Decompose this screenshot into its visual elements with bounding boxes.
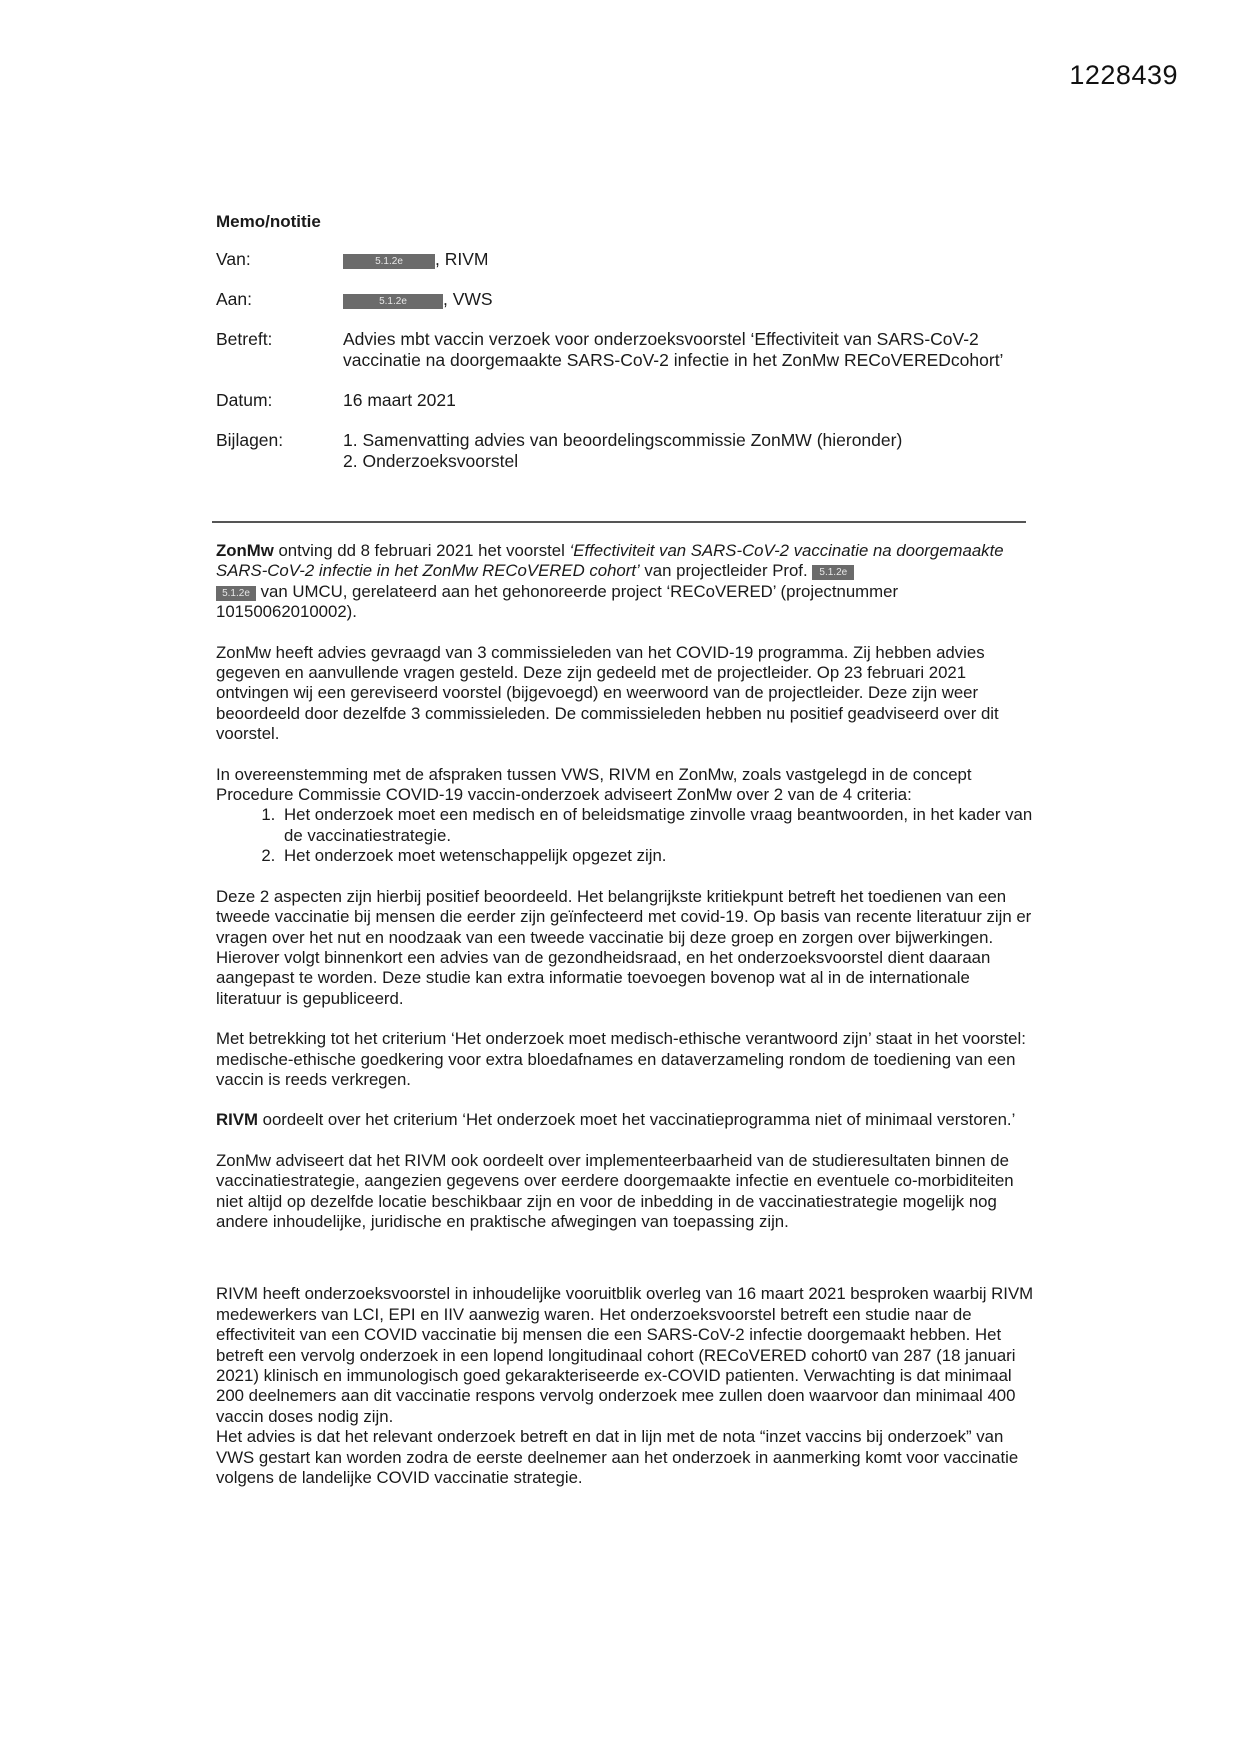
aan-org: , VWS [443,289,493,309]
memo-title: Memo/notitie [216,212,321,231]
meta-row-aan [216,289,1036,310]
van-label: Van: [216,249,251,269]
paragraph-implementation: ZonMw adviseert dat het RIVM ook oordeelt over implementeerbaarheid van de studieresultaten binnen de vaccinatiestrategie, aangezien gegevens over eerdere doorgemaakte infectie en eventuele co-morbiditeiten niet altijd op dezelfde locatie beschikbaar zijn en voor de inbedding in de vaccinatiestrategie mogelijk nog andere inhoudelijke, juridische en praktische afwegingen van toepassing zijn. [216,1150,1014,1231]
datum-value: 16 maart 2021 [343,390,456,410]
bijlagen-label: Bijlagen: [216,430,284,450]
betreft-label: Betreft: [216,329,273,349]
redaction-box: 5.1.2e [343,254,435,269]
redaction-box: 5.1.2e [216,586,256,601]
paragraph-criteria-intro: In overeenstemming met de afspraken tussen VWS, RIVM en ZonMw, zoals vastgelegd in de concept Procedure Commissie COVID-19 vaccin-onderzoek adviseert ZonMw over 2 van de 4 criteria: [216,764,972,805]
paragraph-rivm-discussion: RIVM heeft onderzoeksvoorstel in inhoudelijke vooruitblik overleg van 16 maart 2021 besproken waarbij RIVM medewerkers van LCI, EPI en IIV aanwezig waren. Het onderzoeksvoorstel betreft een studie naar de effectiviteit van een COVID vaccinatie bij mensen die een SARS-CoV-2 infectie doorgemaakt hebben. Het betreft een vervolg onderzoek in een lopend longitudinaal cohort (RECoVERED cohort0 van 287 (18 januari 2021) klinisch en immunologisch goed gekarakteriseerde ex-COVID patienten. Verwachting is dat minimaal 200 deelnemers aan dit vaccinatie respons vervolg onderzoek mee zullen doen waarvoor dan minimaal 400 vaccin doses nodig zijn. [216,1284,1034,1426]
datum-label: Datum: [216,390,273,410]
van-value [343,249,1036,270]
paragraph-conclusion: Het advies is dat het relevant onderzoek betreft en dat in lijn met de nota “inzet vaccins bij onderzoek” van VWS gestart kan worden zodra de eerste deelnemer aan het onderzoek in aanmerking komt voor vaccinatie volgens de landelijke COVID vaccinatie strategie. [216,1427,1019,1488]
bijlage-item: 2. Onderzoeksvoorstel [343,451,519,471]
criterion-item: 2. Het onderzoek moet wetenschappelijk opgezet zijn. [280,846,1036,866]
text-span: ontving dd 8 februari 2021 het voorstel [273,541,570,560]
paragraph-advice-request: ZonMw heeft advies gevraagd van 3 commissieleden van het COVID-19 programma. Zij hebben advies gegeven en aanvullende vragen gesteld. Deze zijn gedeeld met de projectleider. Op 23 februari 2021 ontvingen wij een gereviseerd voorstel (bijgevoegd) en weerwoord van de projectleider. Deze zijn weer beoordeeld door dezelfde 3 commissieleden. De commissieleden hebben nu positief geadviseerd over dit voorstel. [216,642,999,744]
meta-row-betreft [216,329,1036,371]
aan-value [343,289,1036,310]
meta-row-bijlagen [216,430,1036,472]
paragraph-ethics: Met betrekking tot het criterium ‘Het onderzoek moet medisch-ethische verantwoord zijn’ staat in het voorstel: medische-ethische goedkering voor extra bloedafnames en dataverzameling rondom de toediening van een vaccin is reeds verkregen. [216,1029,1026,1089]
org-zonmw: ZonMw [216,541,274,560]
redaction-box: 5.1.2e [812,565,854,580]
document-number: 1228439 [1069,60,1178,90]
text-span: oordeelt over het criterium ‘Het onderzoek moet het vaccinatieprogramma niet of minimaal verstoren.’ [257,1110,1016,1130]
betreft-line-2: vaccinatie na doorgemaakte SARS-CoV-2 infectie in het ZonMw RECoVEREDcohort’ [343,350,1004,370]
memo-header [216,212,1036,491]
paragraph-zonmw-intro [216,541,1036,623]
org-rivm: RIVM [216,1110,258,1130]
meta-row-van [216,249,1036,270]
betreft-value [343,329,1036,371]
criteria-list [216,805,1036,866]
text-span: van UMCU, gerelateerd aan het gehonoreerde project ‘RECoVERED’ (projectnummer 10150062010002). [216,581,899,622]
meta-row-datum [216,390,1036,411]
aan-label: Aan: [216,289,252,309]
paragraph-rivm-criterion [216,1110,1036,1130]
redaction-box: 5.1.2e [343,294,443,309]
paragraph-assessment: Deze 2 aspecten zijn hierbij positief beoordeeld. Het belangrijkste kritiekpunt betreft het toedienen van een tweede vaccinatie bij mensen die eerder zijn geïnfecteerd met covid-19. Op basis van recente literatuur zijn er vragen over het nut en noodzaak van een tweede vaccinatie bij deze groep en zorgen over bijwerkingen. Hierover volgt binnenkort een advies van de gezondheidsraad, en het onderzoeksvoorstel dient daaraan aangepast te worden. Deze studie kan extra informatie toevoegen bovenop wat al in de internationale literatuur is gepubliceerd. [216,886,1032,1008]
betreft-line-1: Advies mbt vaccin verzoek voor onderzoeksvoorstel ‘Effectiviteit van SARS-CoV-2 [343,329,979,349]
header-divider [212,521,1026,523]
bijlagen-list [343,430,1036,472]
proposal-title: ‘Effectiviteit van SARS-CoV-2 vaccinatie na doorgemaakte SARS-CoV-2 infectie in het ZonMw RECoVERED cohort’ [216,541,1004,581]
bijlage-item: 1. Samenvatting advies van beoordelingscommissie ZonMW (hieronder) [343,430,903,450]
criterion-item: 1. Het onderzoek moet een medisch en of beleidsmatige zinvolle vraag beantwoorden, in het kader van de vaccinatiestrategie. [280,805,1036,846]
memo-body [216,541,1036,1508]
text-span: van projectleider Prof. [639,561,813,581]
van-org: , RIVM [435,249,489,269]
